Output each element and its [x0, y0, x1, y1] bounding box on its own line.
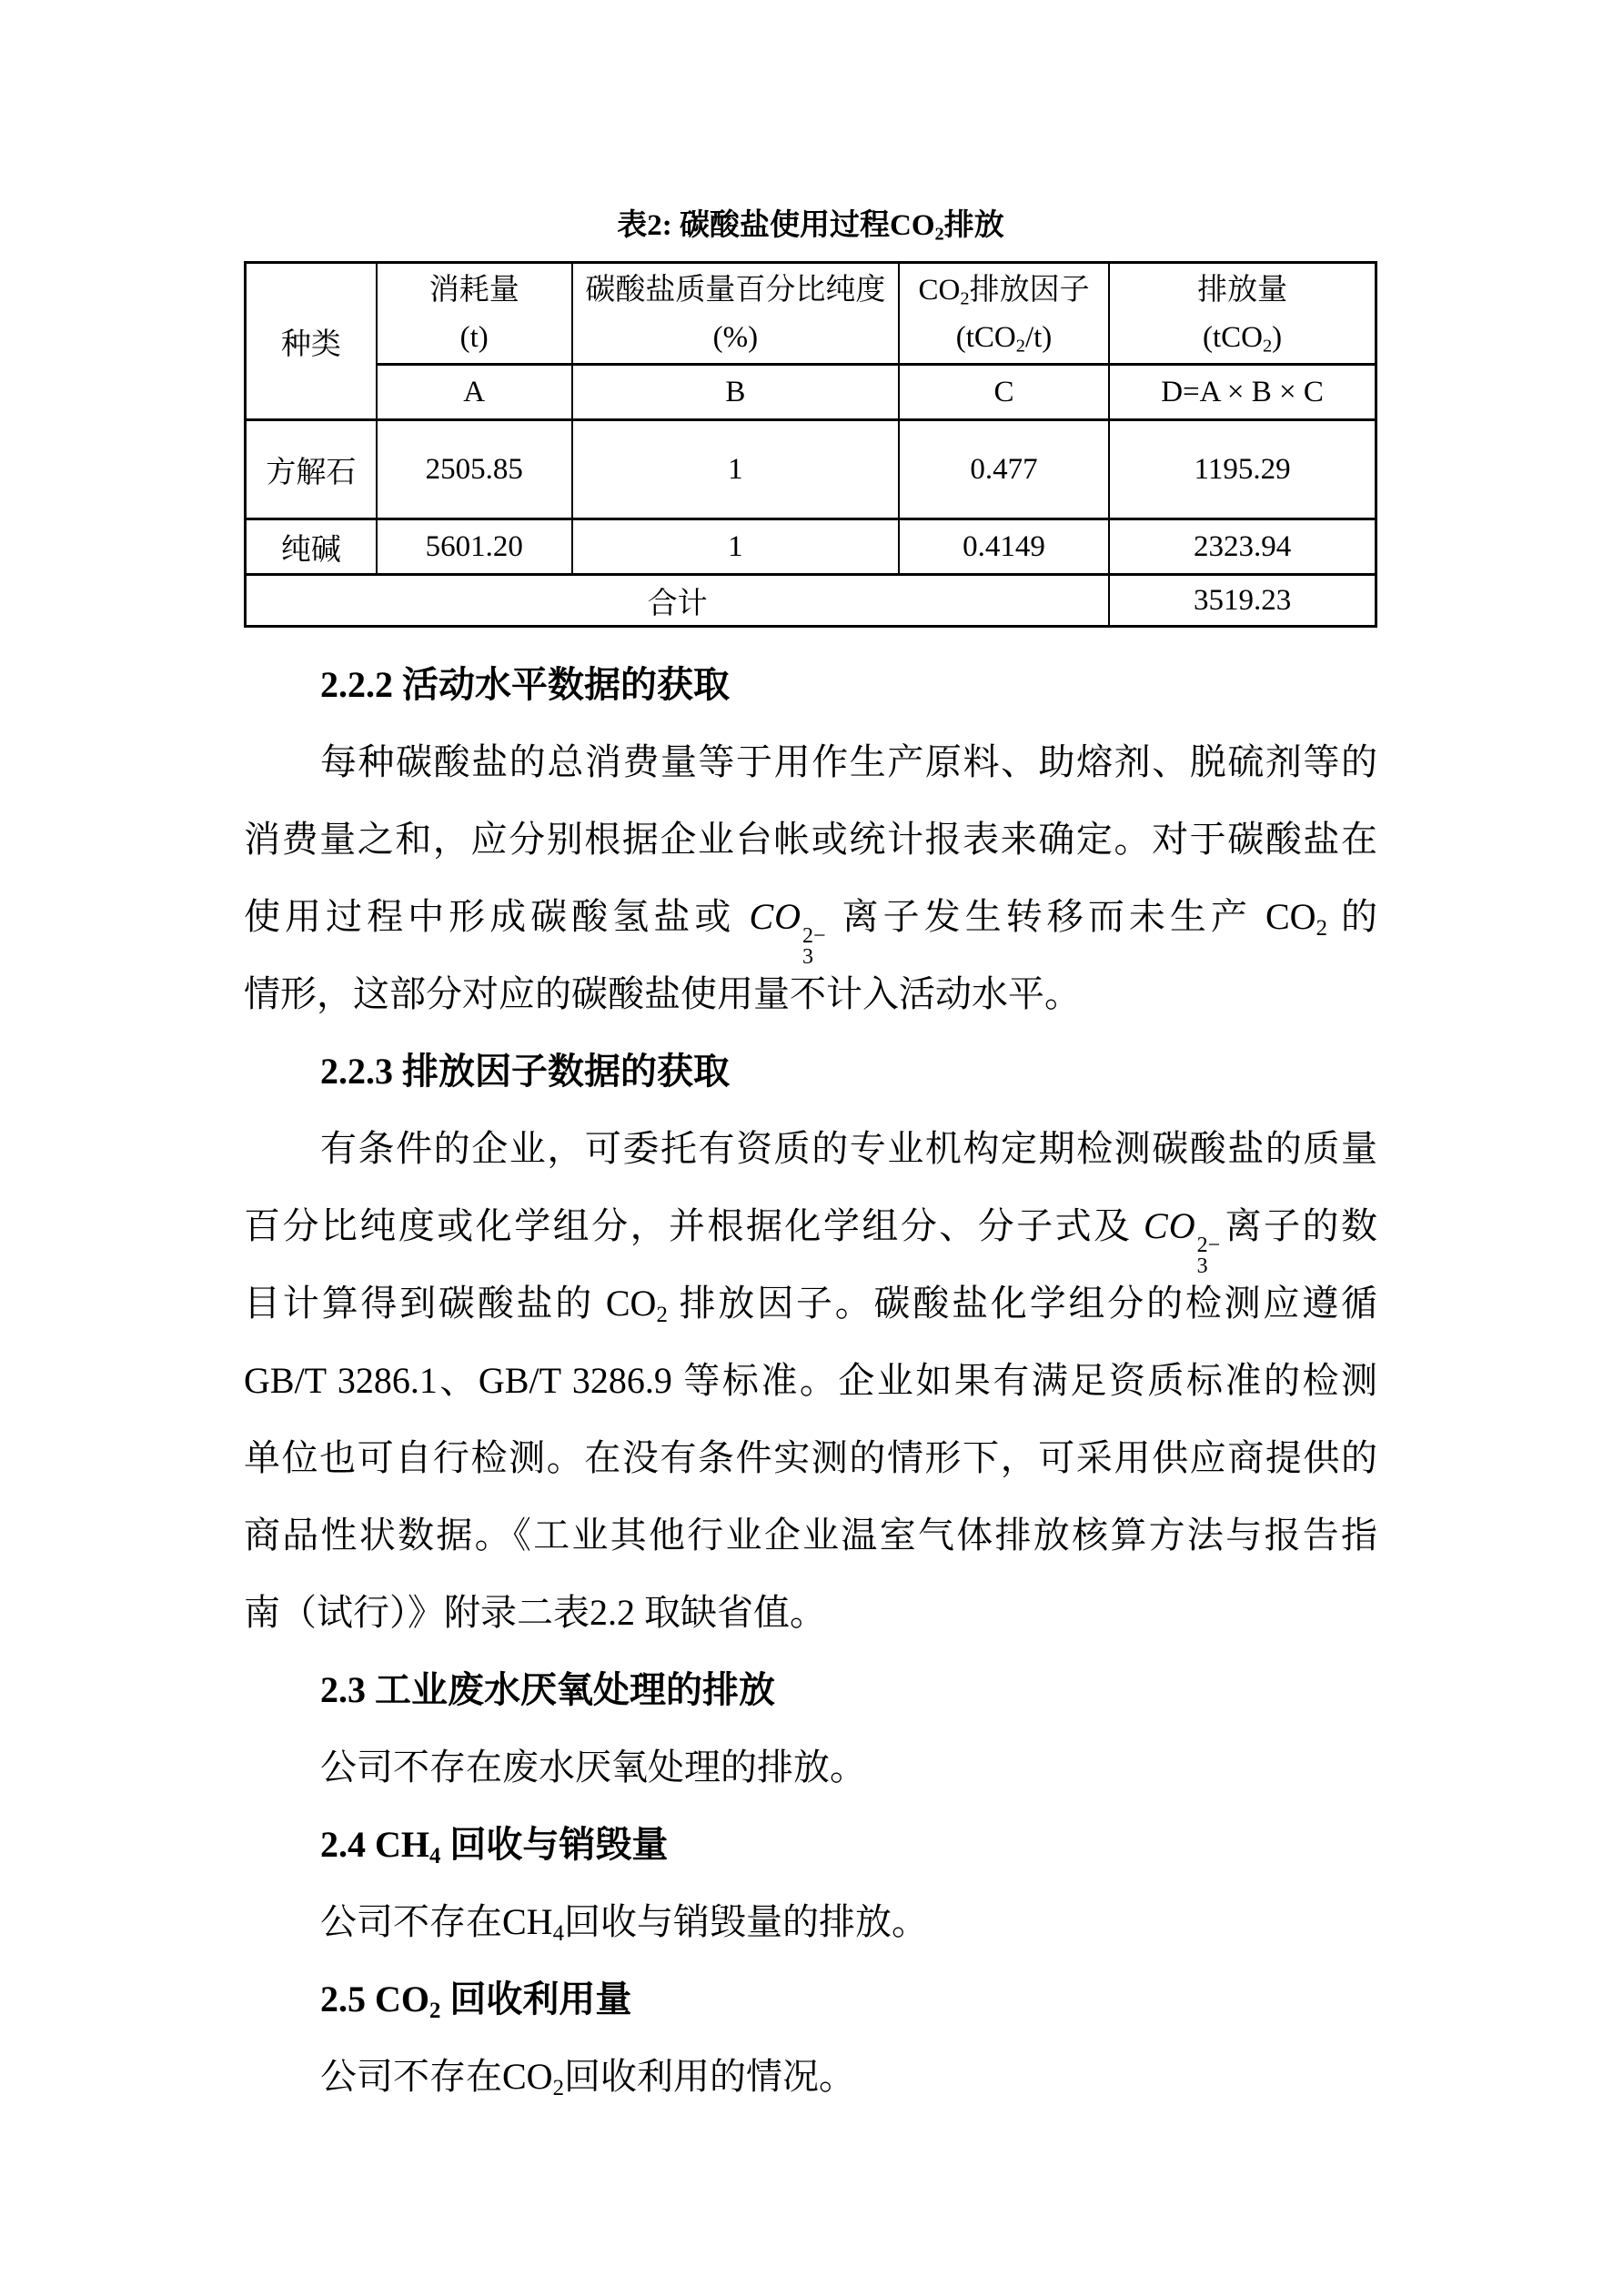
paragraph-line — [244, 955, 1377, 1032]
header-factor-label — [903, 267, 1104, 314]
caption-text: 排放 — [943, 209, 1004, 242]
total-label-cell: 合计 — [246, 575, 1110, 627]
row-kind-cell: 方解石 — [246, 420, 377, 519]
row-purity-cell: 1 — [572, 420, 899, 519]
key-cell-b: B — [572, 365, 899, 420]
row-factor-cell: 0.477 — [899, 420, 1109, 519]
row-kind-cell: 纯碱 — [246, 519, 377, 575]
paragraph-line — [244, 1728, 1377, 1806]
paragraph-line — [244, 1574, 1377, 1651]
carbonate-formula: CO — [749, 896, 802, 938]
table-row-calcite — [246, 420, 1376, 519]
text-run: 排放因子 — [969, 273, 1090, 307]
caption-text: 表2: 碳酸盐使用过程CO — [617, 209, 935, 242]
heading-text: 回收与销毁量 — [440, 1824, 669, 1866]
page-content — [244, 207, 1377, 2115]
paragraph-line — [244, 1342, 1377, 1419]
subscript-run: 2 — [656, 1303, 668, 1328]
subscript-run: 2 — [429, 1999, 441, 2024]
text-run: 离子发生转移而未生产 — [828, 896, 1265, 938]
text-run: 离子的数 — [1223, 1205, 1378, 1247]
body-text — [244, 646, 1377, 2115]
text-run: 排放因子。碳酸盐化学组分的检测应遵循 — [667, 1283, 1377, 1324]
text-run: CO — [1265, 896, 1316, 938]
text-run: 百分比纯度或化学组分，并根据化学组分、分子式及 — [244, 1205, 1144, 1247]
paragraph-line — [244, 1496, 1377, 1574]
heading-text: 2.5 CO — [320, 1979, 429, 2020]
text-run: CO — [918, 273, 961, 307]
text-run: 公司不存在CH — [320, 1901, 553, 1943]
table-total-row — [246, 575, 1376, 627]
header-cell-consumption — [377, 263, 572, 365]
row-emission-cell: 1195.29 — [1109, 420, 1376, 519]
row-emission-cell: 2323.94 — [1109, 519, 1376, 575]
paragraph-line — [244, 1419, 1377, 1496]
heading-text: 2.3 工业废水厌氧处理的排放 — [320, 1669, 775, 1711]
text-run: (tCO — [955, 320, 1016, 354]
header-factor-unit — [903, 314, 1104, 361]
text-run: /t) — [1024, 320, 1053, 354]
text-run: 消费量之和，应分别根据企业台帐或统计报表来确定。对于碳酸盐在 — [244, 819, 1377, 861]
subscript-run: 3 — [802, 945, 814, 970]
text-run: 回收与销毁量的排放。 — [563, 1901, 928, 1943]
text-run: 公司不存在废水厌氧处理的排放。 — [320, 1747, 866, 1788]
text-run: ) — [1272, 320, 1283, 354]
heading-2-2-2 — [244, 646, 1377, 723]
header-purity-label: 碳酸盐质量百分比纯度 — [585, 273, 886, 307]
header-purity-unit: (%) — [712, 320, 759, 354]
heading-2-4 — [244, 1806, 1377, 1883]
superscript-run: 2− — [802, 924, 826, 949]
key-cell-c: C — [899, 365, 1109, 420]
subscript-run: 2 — [1316, 916, 1327, 942]
paragraph-line — [244, 1264, 1377, 1342]
table-row-soda-ash — [246, 519, 1376, 575]
text-run: (tCO — [1202, 320, 1263, 354]
text-run: 回收利用的情况。 — [563, 2056, 855, 2098]
superscript-run: 2− — [1196, 1234, 1221, 1258]
row-purity-cell: 1 — [572, 519, 899, 575]
header-consumption-label: 消耗量 — [428, 273, 519, 307]
heading-2-5 — [244, 1960, 1377, 2038]
text-run: 南（试行）》附录二表2.2 取缺省值。 — [244, 1592, 826, 1634]
subscript-run: 2 — [552, 2076, 564, 2101]
paragraph-line — [244, 1883, 1377, 1960]
table-caption — [244, 207, 1377, 244]
row-consumption-cell: 2505.85 — [377, 420, 572, 519]
header-cell-purity — [572, 263, 899, 365]
text-run: GB/T 3286.1、GB/T 3286.9 等标准。企业如果有满足资质标准的检测 — [244, 1360, 1377, 1402]
paragraph-line — [244, 2038, 1377, 2115]
header-kind-label: 种类 — [280, 327, 341, 361]
text-run: 使用过程中形成碳酸氢盐或 — [244, 896, 750, 938]
header-cell-emission — [1109, 263, 1376, 365]
subscript-run: 2 — [960, 288, 970, 309]
key-cell-d: D=A × B × C — [1109, 365, 1376, 420]
text-run: 情形，这部分对应的碳酸盐使用量不计入活动水平。 — [244, 973, 1081, 1015]
text-run: 每种碳酸盐的总消费量等于用作生产原料、助熔剂、脱硫剂等的 — [320, 741, 1377, 783]
text-run: 有条件的企业，可委托有资质的专业机构定期检测碳酸盐的质量 — [320, 1128, 1377, 1170]
table-header-row — [246, 263, 1376, 365]
heading-text: 2.4 CH — [320, 1824, 429, 1866]
text-run: 的 — [1326, 896, 1378, 938]
subscript-run: 3 — [1196, 1254, 1208, 1279]
subscript-run: 2 — [1262, 336, 1273, 357]
subscript-run: 2 — [1015, 336, 1025, 357]
paragraph-line-formula — [244, 1187, 1378, 1279]
header-cell-factor — [899, 263, 1109, 365]
text-run: 商品性状数据。《工业其他行业企业温室气体排放核算方法与报告指 — [244, 1515, 1377, 1556]
subscript-run: 4 — [429, 1844, 441, 1869]
caption-subscript: 2 — [934, 224, 944, 245]
header-emission-unit — [1114, 314, 1371, 361]
emissions-table — [244, 261, 1377, 628]
heading-text: 回收利用量 — [440, 1979, 632, 2020]
total-value-cell: 3519.23 — [1109, 575, 1376, 627]
paragraph-line — [244, 801, 1377, 878]
table-key-row — [246, 365, 1376, 420]
heading-text: 2.2.3 排放因子数据的获取 — [320, 1051, 730, 1093]
header-emission-label: 排放量 — [1197, 273, 1288, 307]
text-run: 单位也可自行检测。在没有条件实测的情形下，可采用供应商提供的 — [244, 1437, 1377, 1479]
carbonate-formula: CO — [1144, 1205, 1196, 1247]
text-run: 公司不存在CO — [320, 2056, 553, 2098]
heading-text: 2.2.2 活动水平数据的获取 — [320, 664, 730, 706]
header-consumption-unit: (t) — [459, 320, 489, 354]
key-cell-a: A — [377, 365, 572, 420]
row-factor-cell: 0.4149 — [899, 519, 1109, 575]
heading-2-3 — [244, 1651, 1377, 1728]
heading-2-2-3 — [244, 1032, 1377, 1110]
text-run: 目计算得到碳酸盐的 CO — [244, 1283, 657, 1324]
paragraph-line — [244, 723, 1377, 801]
paragraph-line — [244, 1110, 1377, 1187]
subscript-run: 4 — [552, 1921, 564, 1947]
row-consumption-cell: 5601.20 — [377, 519, 572, 575]
paragraph-line-formula — [244, 878, 1378, 970]
header-cell-kind — [246, 263, 377, 420]
